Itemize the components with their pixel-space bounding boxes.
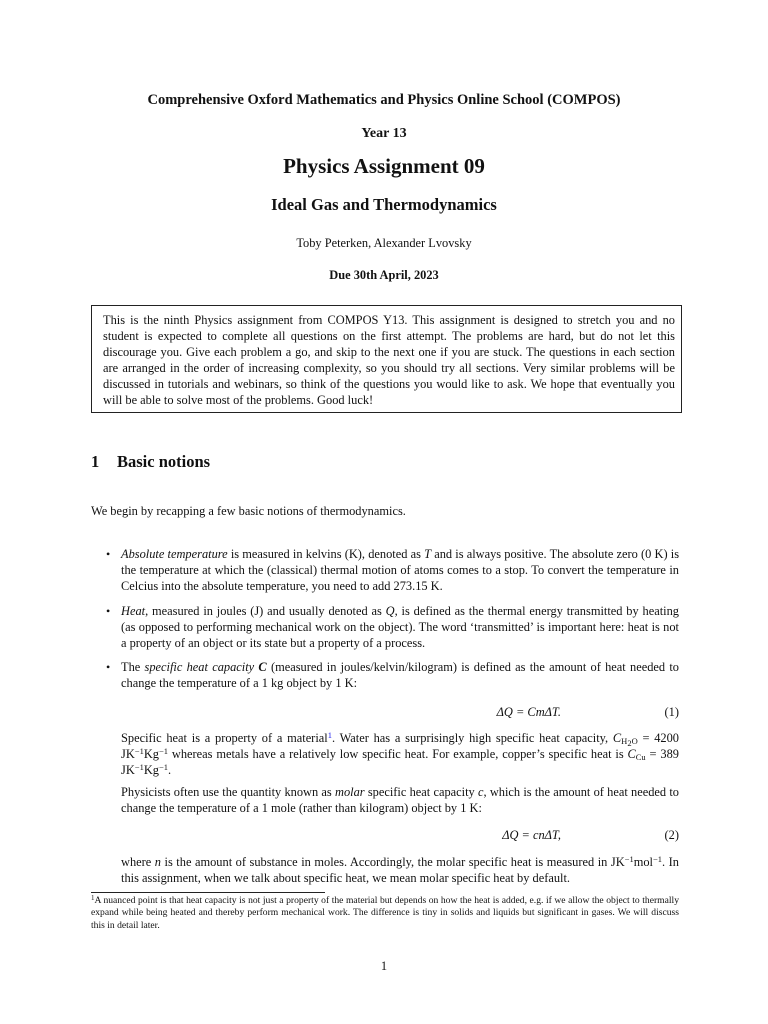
abstract-box xyxy=(91,305,682,413)
section-heading xyxy=(91,451,210,473)
term: Absolute temperature xyxy=(121,547,228,561)
section-title: Basic notions xyxy=(117,452,211,471)
molar-units-paragraph: where n is the amount of substance in moles. Accordingly, the molar specific heat is measured in $JK^{-1}mol^{-1}$. In this assignment, when we talk about specific heat, we mean molar specific heat by default. xyxy=(121,854,679,885)
footnote-ref[interactable]: 1 xyxy=(327,730,332,740)
footnote-mark: 1 xyxy=(91,894,95,902)
bullet-marker: • xyxy=(106,604,111,618)
equation-number-2: (2) xyxy=(664,828,679,842)
bullet-absolute-temperature: Absolute temperature is measured in kelvins (K), denoted as T and is always positive. The absolute zero (0 K) is the temperature at which the (classical) thermal motion of atoms comes to a stop. To convert the temperature in Celcius into the absolute temperature, you need to add 273.15 K. xyxy=(121,547,680,593)
year-label: Year 13 xyxy=(361,126,407,141)
school-name: Comprehensive Oxford Mathematics and Physics Online School (COMPOS) xyxy=(147,92,621,108)
variable: Q xyxy=(385,604,395,618)
abstract-text: This is the ninth Physics assignment from COMPOS Y13. This assignment is designed to stretch you and no student is expected to complete all questions on the first attempt. The problems are hard, but do not let this discourage you. Give each problem a go, and skip to the next one if you are stuck. The questions in each section are arranged in the order of increasing complexity, so you should try all sections. Very similar problems will be discussed in tutorials and webinars, so think of the questions you would like to ask. We hope that eventually you will be able to solve most of the problems. Good luck! xyxy=(103,313,675,407)
equation-number-1: (1) xyxy=(664,705,679,719)
molar-heat-paragraph: Physicists often use the quantity known as molar specific heat capacity c, which is the amount of heat needed to change the temperature of a 1 mole (rather than kilogram) object by 1 K: xyxy=(121,785,679,815)
page-title: Physics Assignment 09 xyxy=(283,154,485,178)
section-number: 1 xyxy=(91,452,100,471)
section-intro: We begin by recapping a few basic notions of thermodynamics. xyxy=(91,504,406,518)
variable: C xyxy=(254,660,267,674)
specific-heat-paragraph: Specific heat is a property of a material$^1$. Water has a surprisingly high specific heat capacity, $C_{H_2O} = 4200$ $JK^{-1}Kg^{-1}$ whereas metals have a relatively low specific heat. For example, copper’s specific heat is $C_{Cu} = 389$ $JK^{-1}Kg^{-1}$. xyxy=(121,730,679,777)
footnote-text: A nuanced point is that heat capacity is not just a property of the material but depends on how the heat is added, e.g. if we allow the object to thermally expand while being heated and thereby perform mechanical work. The difference is tiny in solids and liquids but significant in gases. We will discuss this in detail later. xyxy=(91,895,679,931)
authors: Toby Peterken, Alexander Lvovsky xyxy=(296,236,472,250)
due-date: Due 30th April, 2023 xyxy=(329,268,439,282)
bullet-marker: • xyxy=(106,547,111,561)
page-subtitle: Ideal Gas and Thermodynamics xyxy=(271,195,497,214)
page-number: 1 xyxy=(380,959,388,973)
equation-2: ΔQ = cnΔT, xyxy=(502,828,561,842)
footnote xyxy=(91,895,679,932)
bullet-heat: Heat, measured in joules (J) and usually denoted as Q, is defined as the thermal energy transmitted by heating (as opposed to performing mechanical work on the object). The word ‘transmitted’ is important here: heat is not a property of an object or its state but a property of a process. xyxy=(121,604,679,650)
bullet-specific-heat: The specific heat capacity C (measured in joules/kelvin/kilogram) is defined as the amount of heat needed to change the temperature of a 1 kg object by 1 K: xyxy=(121,660,679,690)
term: Heat xyxy=(121,604,146,618)
equation-1: ΔQ = CmΔT. xyxy=(496,705,561,719)
variable: T xyxy=(424,547,432,561)
bullet-marker: • xyxy=(106,660,111,674)
footnote-divider xyxy=(91,892,325,893)
term: specific heat capacity xyxy=(144,660,255,674)
